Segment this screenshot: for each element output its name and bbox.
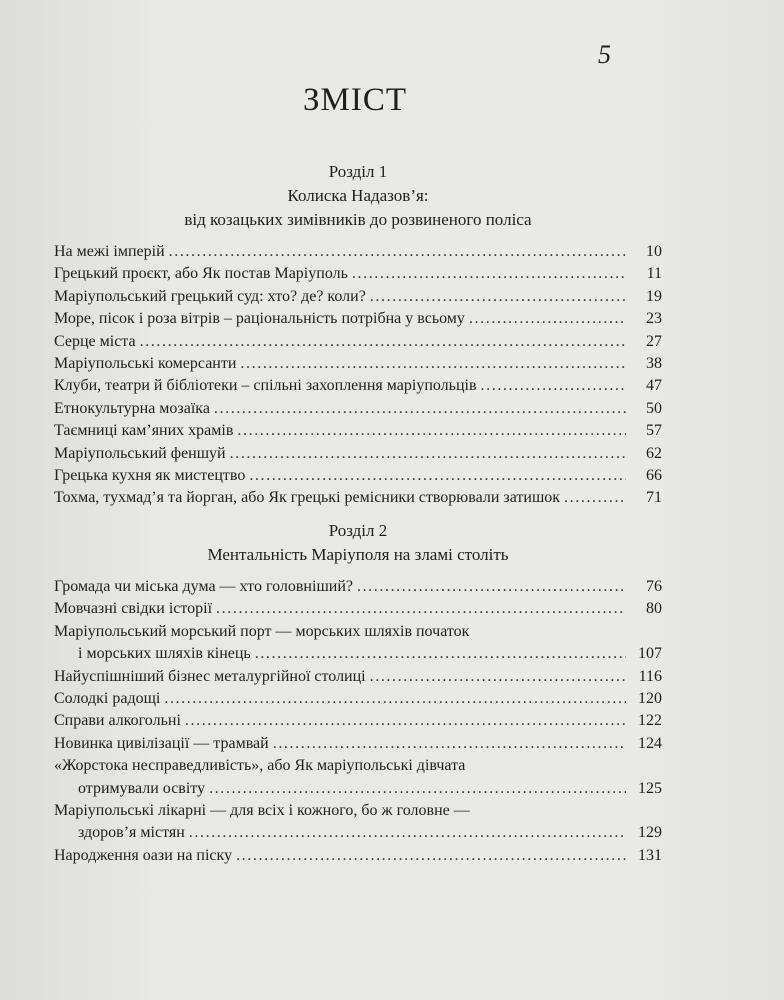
dot-leader xyxy=(230,443,626,465)
section-label: Розділ 1 xyxy=(328,162,388,181)
toc-entry-page: 47 xyxy=(646,377,662,395)
toc-entry-page: 80 xyxy=(646,600,662,618)
toc-entry-title: Грецька кухня як мистецтво xyxy=(54,467,246,485)
toc-entry-title: Справи алкогольні xyxy=(54,712,181,730)
dot-leader xyxy=(469,308,626,330)
toc-entry[interactable] xyxy=(54,398,662,420)
toc-entry-title: Новинка цивілізації — трамвай xyxy=(54,734,269,752)
section-title-line: Ментальність Маріуполя на зламі століть xyxy=(207,545,509,564)
toc-entry-line xyxy=(54,755,662,777)
toc-entry[interactable] xyxy=(54,465,662,487)
toc-entry-title: Грецький проєкт, або Як постав Маріуполь xyxy=(54,265,348,283)
toc-entry-title: Маріупольський грецький суд: хто? де? коли? xyxy=(54,287,366,305)
toc-entry-page: 76 xyxy=(646,578,662,595)
toc-entry[interactable] xyxy=(54,331,662,353)
page-number: 5 xyxy=(598,40,611,69)
toc-entry-line xyxy=(54,822,662,844)
toc-entry-title: Маріупольський феншуй xyxy=(54,444,226,462)
toc-entry-line xyxy=(54,598,662,620)
toc-entry-title: Море, пісок і роза вітрів – раціональність потрібна у всьому xyxy=(54,310,465,328)
toc-entry-line xyxy=(54,845,662,867)
dot-leader xyxy=(370,286,626,308)
toc-entry-page: 66 xyxy=(646,467,662,485)
toc-entry-line xyxy=(54,375,662,397)
toc-entry-page: 116 xyxy=(638,667,662,685)
section-1-entries xyxy=(54,241,662,510)
dot-leader xyxy=(209,778,626,800)
dot-leader xyxy=(164,688,626,710)
dot-leader xyxy=(216,598,626,620)
toc-entry-page: 62 xyxy=(646,444,662,462)
toc-entry-line xyxy=(54,263,662,285)
section-1-heading xyxy=(54,160,662,232)
toc-entry-page: 120 xyxy=(638,690,662,708)
toc-entry[interactable] xyxy=(54,487,662,509)
toc-entry-line xyxy=(54,420,662,442)
toc-entry-title: «Жорстока несправедливість», або Як маріупольські дівчата xyxy=(54,757,466,775)
dot-leader xyxy=(255,643,626,665)
toc-entry-page: 122 xyxy=(638,712,662,730)
toc-entry[interactable] xyxy=(54,755,662,800)
toc-entry-page: 125 xyxy=(638,779,662,797)
toc-entry-title: Етнокультурна мозаїка xyxy=(54,399,210,417)
toc-entry-line xyxy=(54,353,662,375)
toc-entry-line xyxy=(54,331,662,353)
toc-entry-title-continuation: і морських шляхів кінець xyxy=(78,645,251,663)
dot-leader xyxy=(357,576,626,598)
toc-entry[interactable] xyxy=(54,420,662,442)
dot-leader xyxy=(481,375,626,397)
dot-leader xyxy=(189,822,626,844)
toc-entry[interactable] xyxy=(54,375,662,397)
toc-entry[interactable] xyxy=(54,263,662,285)
toc-entry-line xyxy=(54,241,662,263)
toc-entry-page: 50 xyxy=(646,399,662,417)
toc-entry-page: 10 xyxy=(646,243,662,260)
toc-entry-title-continuation: отримували освіту xyxy=(78,779,206,797)
toc-entry-page: 38 xyxy=(646,355,662,373)
dot-leader xyxy=(236,845,626,867)
toc-entry-title: Найуспішніший бізнес металургійної столиці xyxy=(54,667,366,685)
toc-entry-line xyxy=(54,487,662,509)
toc-entry-title: Маріупольські комерсанти xyxy=(54,355,237,373)
dot-leader xyxy=(185,710,626,732)
toc-entry-title-continuation: здоров’я містян xyxy=(78,824,185,842)
toc-entry-line xyxy=(54,710,662,732)
section-2-heading xyxy=(54,519,662,567)
dot-leader xyxy=(249,465,626,487)
section-2-entries xyxy=(54,576,662,867)
toc-entry[interactable] xyxy=(54,710,662,732)
dot-leader xyxy=(240,353,626,375)
toc-entry[interactable] xyxy=(54,576,662,598)
toc-entry-line xyxy=(54,308,662,330)
section-title-line: від козацьких зимівників до розвиненого поліса xyxy=(184,210,532,229)
toc-entry-page: 129 xyxy=(638,824,662,842)
section-title-line: Колиска Надазов’я: xyxy=(287,186,429,205)
toc-entry[interactable] xyxy=(54,688,662,710)
dot-leader xyxy=(564,487,626,509)
toc-entry[interactable] xyxy=(54,353,662,375)
toc-entry[interactable] xyxy=(54,286,662,308)
toc-entry-line xyxy=(54,576,662,598)
toc-entry[interactable] xyxy=(54,845,662,867)
toc-entry-page: 11 xyxy=(646,265,662,283)
toc-entry-title: Серце міста xyxy=(54,332,136,350)
toc-entry-page: 57 xyxy=(646,422,662,440)
toc-entry[interactable] xyxy=(54,443,662,465)
toc-entry-title: Солодкі радощі xyxy=(54,690,161,708)
toc-entry-line xyxy=(54,733,662,755)
toc-entry-line xyxy=(54,688,662,710)
dot-leader xyxy=(169,241,626,263)
page-title: ЗМІСТ xyxy=(302,82,408,118)
dot-leader xyxy=(214,398,626,420)
toc-entry-page: 23 xyxy=(646,310,662,328)
toc-entry-page: 131 xyxy=(638,846,662,864)
toc-entry-line xyxy=(54,643,662,665)
toc-entry-line xyxy=(54,443,662,465)
toc-entry-line xyxy=(54,286,662,308)
toc-entry[interactable] xyxy=(54,241,662,263)
toc-entry-line xyxy=(54,621,662,643)
toc-entry-title: Мовчазні свідки історії xyxy=(54,600,213,618)
toc-entry-page: 27 xyxy=(646,332,662,350)
dot-leader xyxy=(352,263,626,285)
toc-entry[interactable] xyxy=(54,800,662,845)
toc-entry[interactable] xyxy=(54,598,662,620)
toc-entry-title: Народження оази на піску xyxy=(54,846,233,864)
toc-entry-title: Клуби, театри й бібліотеки – спільні захоплення маріупольців xyxy=(54,377,477,395)
toc-entry-line xyxy=(54,666,662,688)
toc-entry-title: Маріупольські лікарні — для всіх і кожного, бо ж головне — xyxy=(54,802,470,820)
toc-entry-title: Громада чи міська дума — хто головніший? xyxy=(54,578,353,595)
toc-entry-title: На межі імперій xyxy=(54,243,165,260)
toc-entry[interactable] xyxy=(54,308,662,330)
toc-entry-page: 19 xyxy=(646,287,662,305)
section-label: Розділ 2 xyxy=(328,521,388,540)
toc-entry-line xyxy=(54,778,662,800)
toc-entry-page: 71 xyxy=(646,489,662,507)
toc-entry[interactable] xyxy=(54,621,662,666)
toc-entry-line xyxy=(54,800,662,822)
toc-entry-line xyxy=(54,398,662,420)
dot-leader xyxy=(237,420,626,442)
toc-entry[interactable] xyxy=(54,666,662,688)
dot-leader xyxy=(140,331,626,353)
toc-entry[interactable] xyxy=(54,733,662,755)
dot-leader xyxy=(370,666,626,688)
toc-entry-page: 124 xyxy=(638,734,662,752)
dot-leader xyxy=(273,733,626,755)
toc-entry-line xyxy=(54,465,662,487)
toc-entry-page: 107 xyxy=(638,645,662,663)
toc-entry-title: Маріупольський морський порт — морських шляхів початок xyxy=(54,622,470,640)
toc-entry-title: Тохма, тухмад’я та йорган, або Як грецькі ремісники створювали затишок xyxy=(54,489,561,507)
toc-entry-title: Таємниці кам’яних храмів xyxy=(54,422,234,440)
